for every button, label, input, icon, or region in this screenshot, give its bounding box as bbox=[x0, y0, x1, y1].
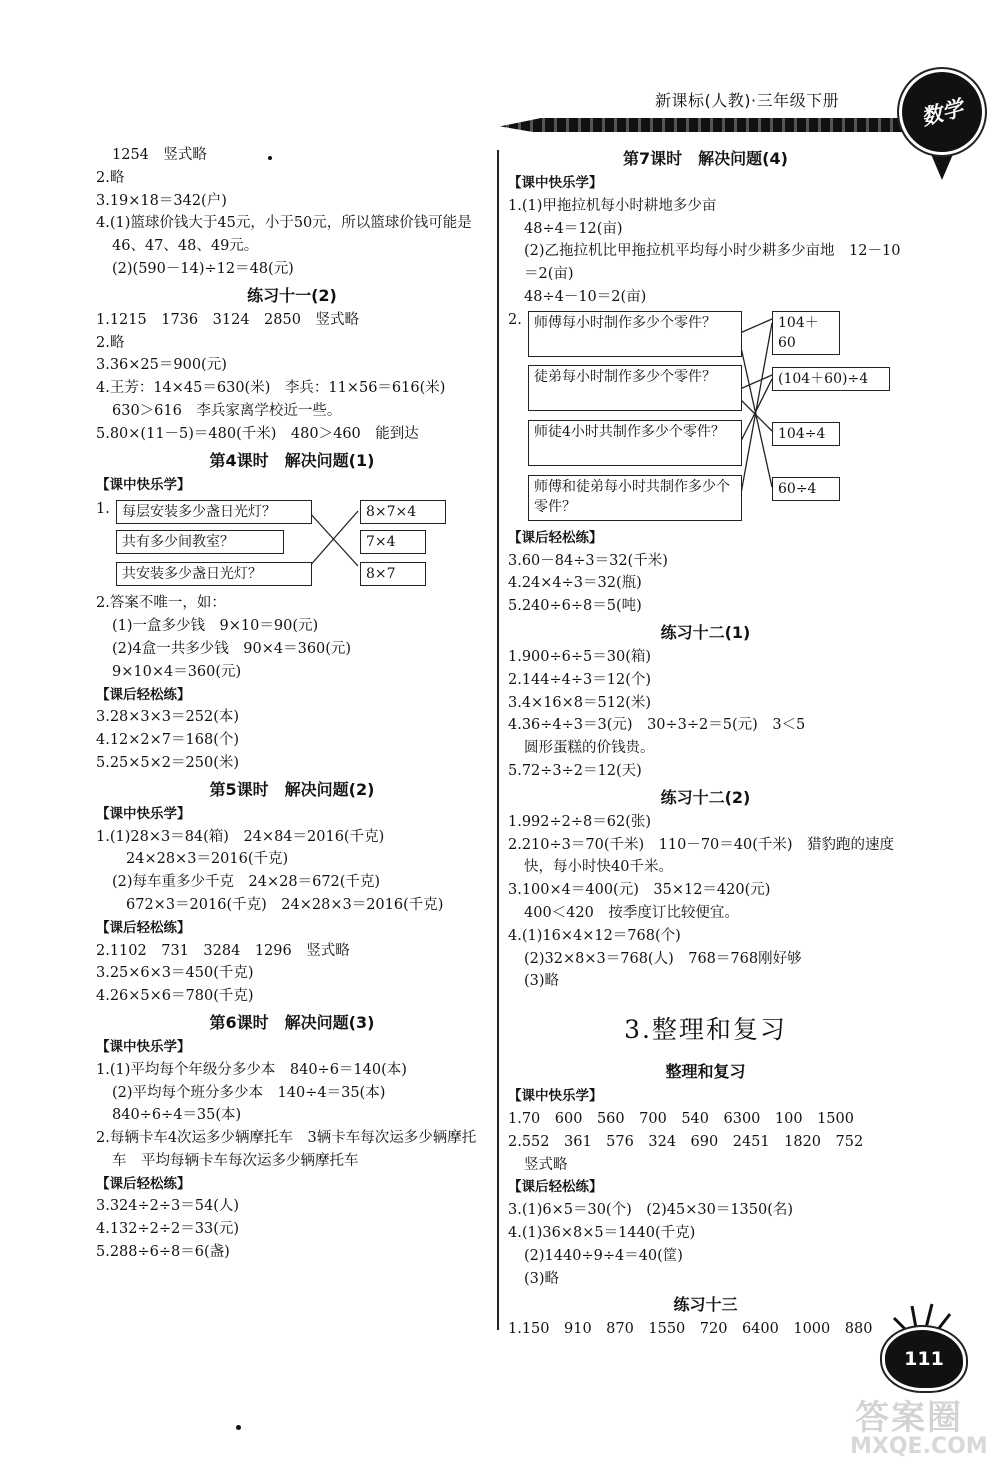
answer-line: 1.1215 1736 3124 2850 竖式略 bbox=[96, 311, 359, 328]
answer-line: 圆形蛋糕的价钱贵。 bbox=[524, 740, 655, 757]
answer-line: (3)略 bbox=[524, 973, 560, 990]
section-label: 【课中快乐学】 bbox=[96, 805, 191, 822]
answer-line: (2)32×8×3＝768(人) 768＝768刚好够 bbox=[524, 950, 802, 967]
answer-line: (2)1440÷9÷4＝40(筐) bbox=[524, 1247, 683, 1264]
answer-line: 2.210÷3＝70(千米) 110－70＝40(千米) 猎豹跑的速度快，每小时快40千米。 bbox=[508, 836, 895, 876]
answer-line: 4.王芳：14×45＝630(米) 李兵：11×56＝616(米) bbox=[96, 380, 446, 397]
question-box: 师傅和徒弟每小时共制作多少个零件？ bbox=[528, 475, 742, 521]
answer-line: 4.24×4÷3＝32(瓶) bbox=[508, 575, 642, 592]
subject-badge bbox=[902, 72, 982, 152]
answer-line: (2)(590－14)÷12＝48(元) bbox=[112, 260, 294, 277]
answer-line: 4.36÷4÷3＝3(元) 30÷3÷2＝5(元) 3＜5 bbox=[508, 717, 806, 734]
section-label: 【课中快乐学】 bbox=[96, 1038, 191, 1055]
question-box: 共安装多少盏日光灯？ bbox=[116, 562, 312, 586]
answer-line: 1.150 910 870 1550 720 6400 1000 880 bbox=[508, 1321, 873, 1338]
answer-line: 3.100×4＝400(元) 35×12＝420(元) bbox=[508, 882, 771, 899]
answer-line: (2)平均每个班分多少本 140÷4＝35(本) bbox=[112, 1084, 386, 1101]
section-label: 【课后轻松练】 bbox=[96, 686, 191, 703]
answer-line: 2.144÷4÷3＝12(个) bbox=[508, 671, 652, 688]
question-box: 师徒4小时共制作多少个零件？ bbox=[528, 420, 742, 466]
exercise-heading: 整理和复习 bbox=[665, 1062, 746, 1082]
answer-box: 8×7×4 bbox=[360, 500, 446, 524]
answer-line: 630＞616 李兵家离学校近一些。 bbox=[112, 402, 342, 419]
answer-line: 2.答案不唯一，如： bbox=[96, 595, 226, 612]
watermark-url: MXQE.COM bbox=[850, 1434, 988, 1459]
answer-line: 1.(1)平均每个年级分多少本 840÷6＝140(本) bbox=[96, 1061, 407, 1078]
answer-line: 48÷4＝12(亩) bbox=[524, 220, 623, 237]
answer-line: 5.80×(11－5)＝480(千米) 480＞460 能到达 bbox=[96, 425, 419, 442]
question-box: 每层安装多少盏日光灯？ bbox=[116, 500, 312, 524]
answer-line: 竖式略 bbox=[524, 1156, 568, 1173]
answer-line: 1.70 600 560 700 540 6300 100 1500 bbox=[508, 1110, 854, 1127]
answer-line: (3)略 bbox=[524, 1270, 560, 1287]
answer-box: 104÷4 bbox=[772, 422, 840, 446]
answer-line: 400＜420 按季度订比较便宜。 bbox=[524, 904, 739, 921]
answer-line: 9×10×4＝360(元) bbox=[112, 663, 242, 680]
lesson-heading: 第5课时 解决问题(2) bbox=[209, 779, 375, 799]
lesson-heading: 第7课时 解决问题(4) bbox=[623, 149, 788, 168]
answer-line: 4.132÷2÷2＝33(元) bbox=[96, 1221, 240, 1238]
question-box: 徒弟每小时制作多少个零件？ bbox=[528, 365, 742, 411]
answer-line: 1.(1)28×3＝84(箱) 24×84＝2016(千克) bbox=[96, 828, 385, 845]
answer-line: 1254 竖式略 bbox=[112, 147, 207, 163]
exercise-heading: 练习十一(2) bbox=[247, 285, 337, 305]
answer-line: 2.552 361 576 324 690 2451 1820 752 bbox=[508, 1133, 864, 1150]
header-decorative-rule bbox=[500, 118, 910, 132]
answer-line: 672×3＝2016(千克) 24×28×3＝2016(千克) bbox=[126, 896, 444, 913]
answer-line: 5.288÷6÷8＝6(盏) bbox=[96, 1244, 230, 1261]
answer-line: 3.(1)6×5＝30(个) (2)45×30＝1350(名) bbox=[508, 1202, 794, 1219]
matching-exercise-1 bbox=[96, 496, 488, 592]
chapter-title: 3.整理和复习 bbox=[624, 1015, 787, 1045]
answer-line: 4.26×5×6＝780(千克) bbox=[96, 988, 254, 1005]
column-divider bbox=[497, 150, 499, 1330]
answer-line: (2)乙拖拉机比甲拖拉机平均每小时少耕多少亩地 12－10＝2(亩) bbox=[524, 243, 901, 283]
answer-line: (2)每车重多少千克 24×28＝672(千克) bbox=[112, 874, 381, 891]
exercise-heading: 练习十三 bbox=[673, 1295, 738, 1315]
page-number-badge bbox=[885, 1330, 963, 1388]
answer-line: (1)一盒多少钱 9×10＝90(元) bbox=[112, 618, 319, 635]
answer-box: 8×7 bbox=[360, 562, 426, 586]
lesson-heading: 第4课时 解决问题(1) bbox=[209, 450, 375, 470]
section-label: 【课后轻松练】 bbox=[96, 919, 191, 936]
subject-badge-label: 数学 bbox=[918, 95, 966, 130]
answer-line: 2.略 bbox=[96, 334, 125, 351]
stray-dot bbox=[236, 1425, 241, 1430]
answer-line: 24×28×3＝2016(千克) bbox=[126, 851, 289, 868]
section-label: 【课中快乐学】 bbox=[508, 1088, 603, 1105]
answer-line: 2.1102 731 3284 1296 竖式略 bbox=[96, 942, 350, 959]
answer-line: 2.每辆卡车4次运多少辆摩托车 3辆卡车每次运多少辆摩托车 平均每辆卡车每次运多少辆摩托车 bbox=[96, 1130, 477, 1169]
answer-line: 4.(1)16×4×12＝768(个) bbox=[508, 927, 681, 944]
answer-line: 3.60－84÷3＝32(千米) bbox=[508, 552, 668, 569]
answer-line: 5.240÷6÷8＝5(吨) bbox=[508, 598, 642, 615]
answer-box: 60÷4 bbox=[772, 477, 840, 501]
answer-line: 3.28×3×3＝252(本) bbox=[96, 709, 240, 726]
left-column bbox=[96, 144, 488, 1264]
question-box: 师傅每小时制作多少个零件？ bbox=[528, 311, 742, 357]
answer-box: 104＋60 bbox=[772, 311, 840, 355]
answer-line: 4.(1)篮球价钱大于45元，小于50元，所以篮球价钱可能是46、47、48、49元。 bbox=[96, 215, 472, 255]
answer-line: 3.4×16×8＝512(米) bbox=[508, 694, 652, 711]
right-column bbox=[508, 144, 903, 1341]
section-label: 【课后轻松练】 bbox=[508, 529, 603, 546]
answer-line: 48÷4－10＝2(亩) bbox=[524, 288, 647, 305]
page-number: 111 bbox=[904, 1348, 944, 1370]
answer-line: 840÷6÷4＝35(本) bbox=[112, 1107, 242, 1124]
answer-line: 5.25×5×2＝250(米) bbox=[96, 754, 240, 771]
answer-line: 1.900÷6÷5＝30(箱) bbox=[508, 648, 652, 665]
section-label: 【课中快乐学】 bbox=[508, 175, 603, 191]
answer-line: (2)4盒一共多少钱 90×4＝360(元) bbox=[112, 640, 352, 657]
answer-line: 3.25×6×3＝450(千克) bbox=[96, 965, 254, 982]
answer-box: 7×4 bbox=[360, 530, 426, 554]
answer-line: 4.12×2×7＝168(个) bbox=[96, 732, 240, 749]
question-number: 1. bbox=[96, 501, 110, 518]
exercise-heading: 练习十二(1) bbox=[660, 622, 751, 642]
answer-line: 1.992÷2÷8＝62(张) bbox=[508, 813, 652, 830]
section-label: 【课中快乐学】 bbox=[96, 476, 191, 493]
answer-line: 2.略 bbox=[96, 169, 125, 186]
answer-line: 3.19×18＝342(户) bbox=[96, 192, 227, 209]
answer-line: 5.72÷3÷2＝12(天) bbox=[508, 762, 642, 779]
answer-line: 1.(1)甲拖拉机每小时耕地多少亩 bbox=[508, 197, 717, 214]
matching-exercise-2 bbox=[508, 309, 903, 527]
answer-line: 3.36×25＝900(元) bbox=[96, 357, 227, 374]
section-label: 【课后轻松练】 bbox=[508, 1179, 603, 1196]
watermark-logo: 答案圈 bbox=[855, 1398, 963, 1438]
section-label: 【课后轻松练】 bbox=[96, 1175, 191, 1192]
question-box: 共有多少间教室？ bbox=[116, 530, 284, 554]
answer-line: 3.324÷2÷3＝54(人) bbox=[96, 1198, 240, 1215]
question-number: 2. bbox=[508, 311, 522, 328]
answer-line: 4.(1)36×8×5＝1440(千克) bbox=[508, 1224, 696, 1241]
lesson-heading: 第6课时 解决问题(3) bbox=[209, 1012, 375, 1032]
header-title: 新课标(人教)·三年级下册 bbox=[655, 91, 840, 110]
exercise-heading: 练习十二(2) bbox=[660, 787, 751, 807]
answer-box: (104＋60)÷4 bbox=[772, 367, 890, 391]
